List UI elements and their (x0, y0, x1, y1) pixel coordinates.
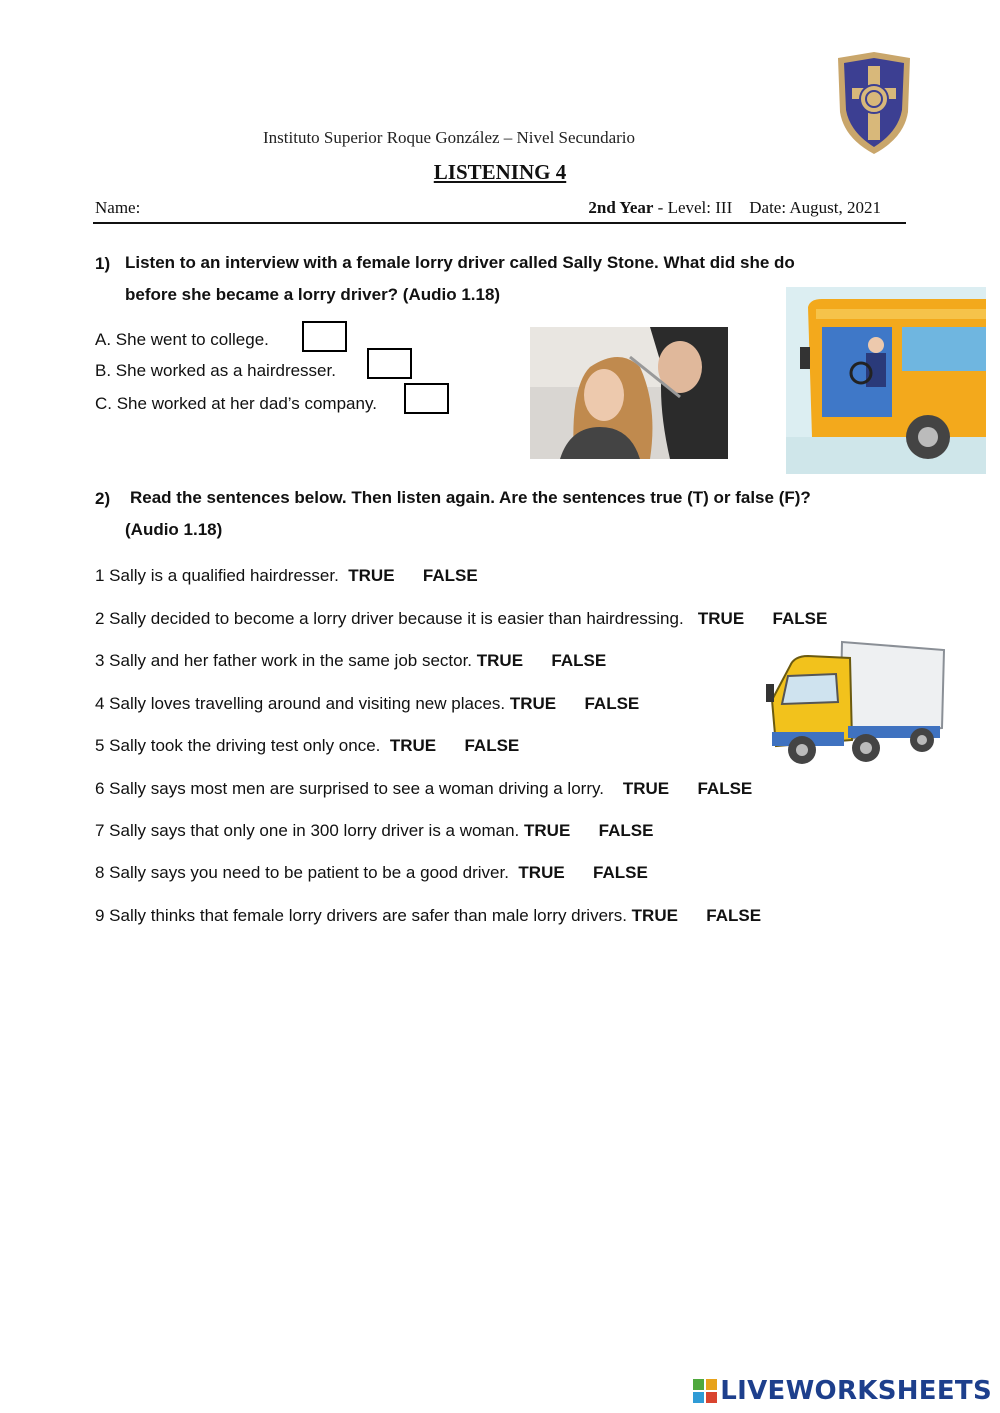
statement-text: 7 Sally says that only one in 300 lorry driver is a woman. (95, 821, 520, 840)
statement-6 (95, 779, 752, 799)
statement-text: 3 Sally and her father work in the same job sector. (95, 651, 473, 670)
question-2-line-2: (Audio 1.18) (125, 520, 223, 539)
question-1-line-1: Listen to an interview with a female lorry driver called Sally Stone. What did she do (125, 253, 795, 272)
true-option[interactable]: TRUE (697, 609, 745, 628)
statement-text: 5 Sally took the driving test only once. (95, 736, 381, 755)
true-option[interactable]: TRUE (631, 906, 678, 925)
false-option[interactable]: FALSE (706, 906, 762, 925)
liveworksheets-footer (693, 1376, 992, 1406)
statement-2 (95, 609, 827, 629)
true-option[interactable]: TRUE (389, 736, 437, 755)
false-option[interactable]: FALSE (422, 566, 478, 585)
question-2-number: 2) (95, 489, 111, 508)
statement-text: 8 Sally says you need to be patient to be a good driver. (95, 863, 509, 882)
true-option[interactable]: TRUE (509, 694, 557, 713)
true-option[interactable]: TRUE (476, 651, 524, 670)
liveworksheets-logo-icon (693, 1379, 717, 1403)
false-option[interactable]: FALSE (697, 779, 753, 798)
false-option[interactable]: FALSE (593, 863, 648, 882)
option-c: C. She worked at her dad’s company. (95, 394, 377, 413)
statement-3 (95, 651, 606, 671)
year-label: 2nd Year (588, 198, 654, 217)
course-info (588, 198, 881, 218)
true-option[interactable]: TRUE (348, 566, 395, 585)
statement-9 (95, 906, 761, 926)
hairdresser-photo (530, 327, 728, 459)
option-c-answer-box[interactable] (404, 383, 449, 414)
statement-5 (95, 736, 519, 756)
option-b-answer-box[interactable] (367, 348, 412, 379)
statement-1 (95, 566, 478, 586)
false-option[interactable]: FALSE (464, 736, 520, 755)
false-option[interactable]: FALSE (598, 821, 654, 840)
question-1-number: 1) (95, 254, 111, 273)
statement-text: 2 Sally decided to become a lorry driver because it is easier than hairdressing. (95, 609, 684, 628)
bus-driver-illustration (786, 287, 986, 474)
true-option[interactable]: TRUE (518, 863, 565, 882)
false-option[interactable]: FALSE (584, 694, 640, 713)
school-name: Instituto Superior Roque González – Nivel Secundario (263, 128, 636, 147)
statement-7 (95, 821, 653, 841)
statement-text: 1 Sally is a qualified hairdresser. (95, 566, 339, 585)
question-2-line-1: Read the sentences below. Then listen again. Are the sentences true (T) or false (F)? (130, 488, 811, 507)
header-divider (93, 222, 906, 224)
question-1-line-2: before she became a lorry driver? (Audio 1.18) (125, 285, 501, 304)
option-a-answer-box[interactable] (302, 321, 347, 352)
statement-text: 9 Sally thinks that female lorry drivers are safer than male lorry drivers. (95, 906, 627, 925)
true-option[interactable]: TRUE (622, 779, 670, 798)
false-option[interactable]: FALSE (551, 651, 607, 670)
lorry-illustration (762, 640, 946, 773)
statement-text: 6 Sally says most men are surprised to see a woman driving a lorry. (95, 779, 604, 798)
school-crest-logo (834, 52, 914, 156)
liveworksheets-wordmark: LIVEWORKSHEETS (720, 1376, 992, 1406)
option-b: B. She worked as a hairdresser. (95, 361, 336, 380)
false-option[interactable]: FALSE (772, 609, 828, 628)
true-option[interactable]: TRUE (524, 821, 571, 840)
name-label: Name: (95, 198, 141, 217)
date-label: Date: August, 2021 (749, 198, 881, 217)
statement-8 (95, 863, 648, 883)
statement-text: 4 Sally loves travelling around and visiting new places. (95, 694, 506, 713)
statement-4 (95, 694, 639, 714)
worksheet-title: LISTENING 4 (433, 160, 567, 184)
option-a: A. She went to college. (95, 330, 269, 349)
level-label: - Level: III (657, 198, 733, 217)
